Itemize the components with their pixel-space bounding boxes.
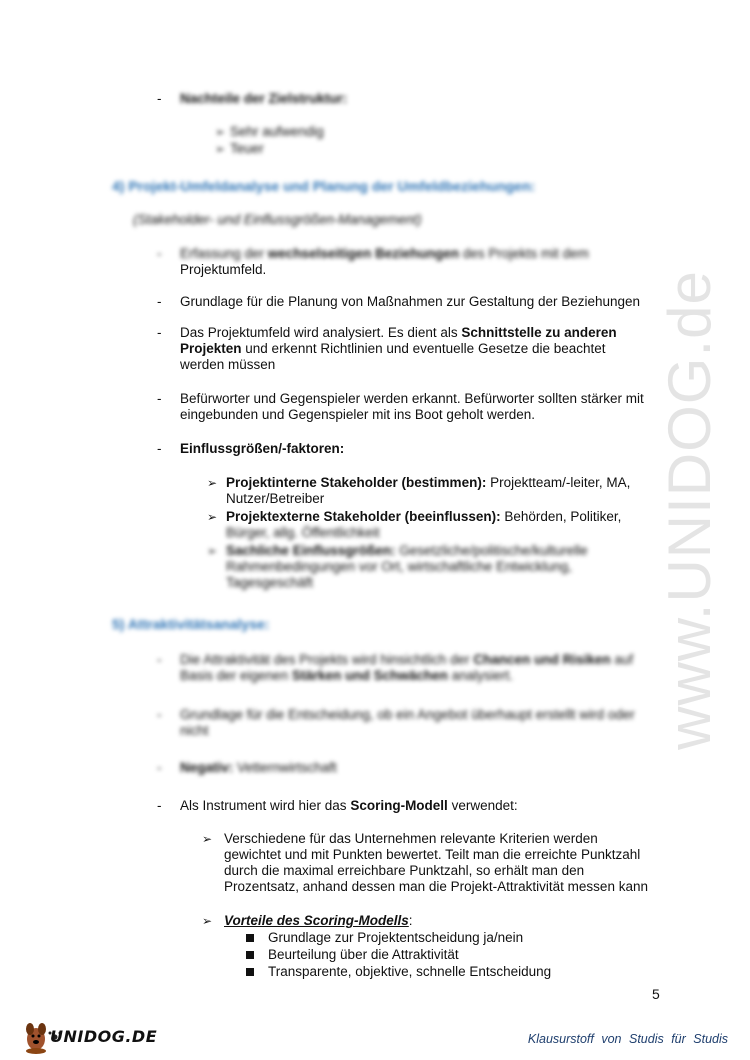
kriterien-text: Verschiedene für das Unternehmen relevante Kriterien werden gewichtet und mit Punkten bewertet. Teilt man die erreichte Punktzahl durch die maximal erreichbare Punktzahl, so erhält man den Prozentsatz, anhand dessen man die Projekt-Attraktivität messen kann <box>224 831 648 894</box>
vorteil-item: Grundlage zur Projektentscheidung ja/nein <box>268 930 524 945</box>
watermark: www.UNIDOG.de <box>656 270 724 750</box>
square-bullet-icon <box>246 951 254 959</box>
bullet-dash: - <box>157 707 162 722</box>
square-bullet-icon <box>246 968 254 976</box>
square-bullet-icon <box>246 934 254 942</box>
bullet-dash: - <box>157 246 162 261</box>
footer-tagline: Klausurstoff von Studis für Studis <box>527 1032 728 1046</box>
page-number: 5 <box>652 986 660 1002</box>
intern-stakeholder: Projektinterne Stakeholder (bestimmen): Projektteam/-leiter, MA, Nutzer/Betreiber <box>226 475 631 506</box>
section-heading-4: 4) Projekt-Umfeldanalyse und Planung der Umfeldbeziehungen: <box>112 178 536 194</box>
arrow-bullet-icon: ➢ <box>207 510 218 524</box>
arrow-bullet-icon: ➢ <box>207 476 218 490</box>
arrow-bullet-icon: ➢ <box>215 125 226 139</box>
section-heading-5: 5) Attraktivitätsanalyse: <box>112 616 270 632</box>
befuerworter-text: Befürworter und Gegenspieler werden erkannt. Befürworter sollten stärker mit eingebunden und Gegenspieler mit ins Boot geholt werden. <box>180 391 644 422</box>
bullet-dash: - <box>157 798 162 813</box>
attraktivitaet-text: Die Attraktivität des Projekts wird hinsichtlich der Chancen und Risiken auf Basis der eigenen Stärken und Schwächen analysiert. <box>180 652 634 683</box>
vorteil-item: Beurteilung über die Attraktivität <box>268 947 459 962</box>
erfassung-text: Erfassung der wechselseitigen Beziehungen des Projekts mit dem <box>180 246 589 261</box>
arrow-bullet-icon: ➢ <box>215 142 226 156</box>
bullet-dash: - <box>157 652 162 667</box>
extern-stakeholder: Projektexterne Stakeholder (beeinflussen): Behörden, Politiker, Bürger, allg. Öffentlichkeit <box>226 509 622 540</box>
arrow-bullet-icon: ➢ <box>202 914 213 928</box>
einfluss-heading: Einflussgrößen/-faktoren: <box>180 441 345 456</box>
list-item: Teuer <box>230 141 264 156</box>
arrow-bullet-icon: ➢ <box>207 544 218 558</box>
bullet-dash: - <box>157 91 162 106</box>
unidog-logo <box>20 1015 160 1055</box>
negativ-text: Negativ: Vetternwirtschaft <box>180 760 337 775</box>
bullet-dash: - <box>157 294 162 309</box>
sachliche-einfluss: Sachliche Einflussgrößen: Gesetzliche/politische/kulturelle Rahmenbedingungen vor Ort, wirtschaftliche Entwicklung, Tagesgeschäft <box>226 543 588 590</box>
list-item: Sehr aufwendig <box>230 124 324 139</box>
bullet-dash: - <box>157 441 162 456</box>
grundlage-entscheidung-text: Grundlage für die Entscheidung, ob ein Angebot überhaupt erstellt wird oder nicht <box>180 707 635 738</box>
bullet-dash: - <box>157 391 162 406</box>
vorteil-item: Transparente, objektive, schnelle Entscheidung <box>268 964 552 979</box>
section-subheading-4: (Stakeholder- und Einflussgrößen-Management) <box>133 212 422 227</box>
bullet-dash: - <box>157 760 162 775</box>
nachteile-label: Nachteile der Zielstruktur: <box>180 91 348 106</box>
grundlage-planung-text: Grundlage für die Planung von Maßnahmen zur Gestaltung der Beziehungen <box>180 294 641 309</box>
umfeld-text: Das Projektumfeld wird analysiert. Es dient als Schnittstelle zu anderen Projekten und erkennt Richtlinien und eventuelle Gesetze die beachtet werden müssen <box>180 325 617 372</box>
vorteile-label: Vorteile des Scoring-Modells: <box>224 913 413 928</box>
arrow-bullet-icon: ➢ <box>202 832 213 846</box>
bullet-dash: - <box>157 325 162 340</box>
projektumfeld-text: Projektumfeld. <box>180 262 267 277</box>
instrument-text: Als Instrument wird hier das Scoring-Modell verwendet: <box>180 798 518 813</box>
logo-text: UNIDOG.DE <box>50 1027 158 1046</box>
